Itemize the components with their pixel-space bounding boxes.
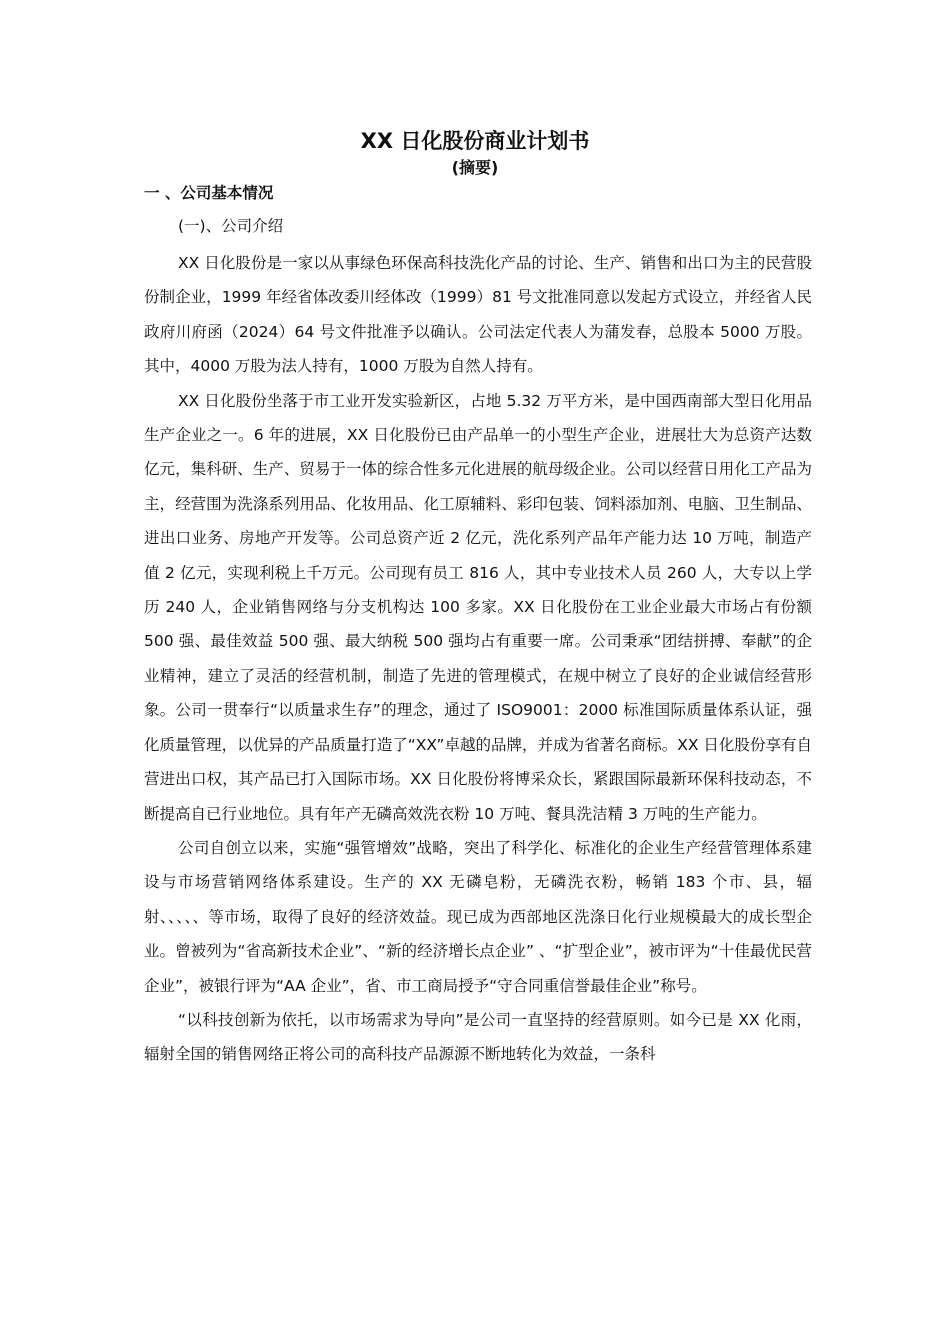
body-text [144,246,812,1072]
subsection-heading: (一)、公司介绍 [178,217,284,235]
paragraph-business-principle: “以科技创新为依托，以市场需求为导向”是公司一直坚持的经营原则。如今已是 XX 化雨，辐射全国的销售网络正将公司的高科技产品源源不断地转化为效益，一条科 [144,1010,812,1064]
paragraph-company-strategy: 公司自创立以来，实施“强管增效”战略，突出了科学化、标准化的企业生产经营管理体系建设与市场营销网络体系建设。生产的 XX 无磷皂粉，无磷洗衣粉，畅销 183 个市、县，辐射、、、、、等市场，取得了良好的经济效益。现已成为西部地区洗涤日化行业规模最大的成长型企业。曾被列为“省高新技术企业”、“新的经济增长点企业” 、“扩型企业”，被市评为“十佳最优民营企业”，被银行评为“AA 企业”，省、市工商局授予“守合同重信誉最佳企业”称号。 [144,838,812,995]
paragraph-company-overview: XX 日化股份是一家以从事绿色环保高科技洗化产品的讨论、生产、销售和出口为主的民营股份制企业，1999 年经省体改委川经体改（1999）81 号文批准同意以发起方式设立，并经省人民政府川府函（2024）64 号文件批准予以确认。公司法定代表人为蒲发春，总股本 5000 万股。其中，4000 万股为法人持有，1000 万股为自然人持有。 [144,254,812,376]
paragraph-company-scale: XX 日化股份坐落于市工业开发实验新区，占地 5.32 万平方米，是中国西南部大型日化用品生产企业之一。6 年的进展，XX 日化股份已由产品单一的小型生产企业，进展壮大为总资产达数亿元，集科研、生产、贸易于一体的综合性多元化进展的航母级企业。公司以经营日用化工产品为主，经营围为洗涤系列用品、化妆用品、化工原辅料、彩印包装、饲料添加剂、电脑、卫生制品、进出口业务、房地产开发等。公司总资产近 2 亿元，洗化系列产品年产能力达 10 万吨，制造产值 2 亿元，实现利税上千万元。公司现有员工 816 人，其中专业技术人员 260 人，大专以上学历 240 人，企业销售网络与分支机构达 100 多家。XX 日化股份在工业企业最大市场占有份额 500 强、最佳效益 500 强、最大纳税 500 强均占有重要一席。公司秉承“团结拼搏、奉献”的企业精神，建立了灵活的经营机制，制造了先进的管理模式，在规中树立了良好的企业诚信经营形象。公司一贯奉行“以质量求生存”的理念，通过了 ISO9001：2000 标准国际质量体系认证，强化质量管理，以优异的产品质量打造了“XX”卓越的品牌，并成为省著名商标。XX 日化股份享有自营进出口权，其产品已打入国际市场。XX 日化股份将博采众长，紧跟国际最新环保科技动态，不断提高自已行业地位。具有年产无磷高效洗衣粉 10 万吨、餐具洗洁精 3 万吨的生产能力。 [144,391,812,823]
document-title: XX 日化股份商业计划书 [360,129,590,153]
section-heading: 一 、公司基本情况 [144,184,274,202]
document-subtitle: (摘要) [451,158,499,177]
